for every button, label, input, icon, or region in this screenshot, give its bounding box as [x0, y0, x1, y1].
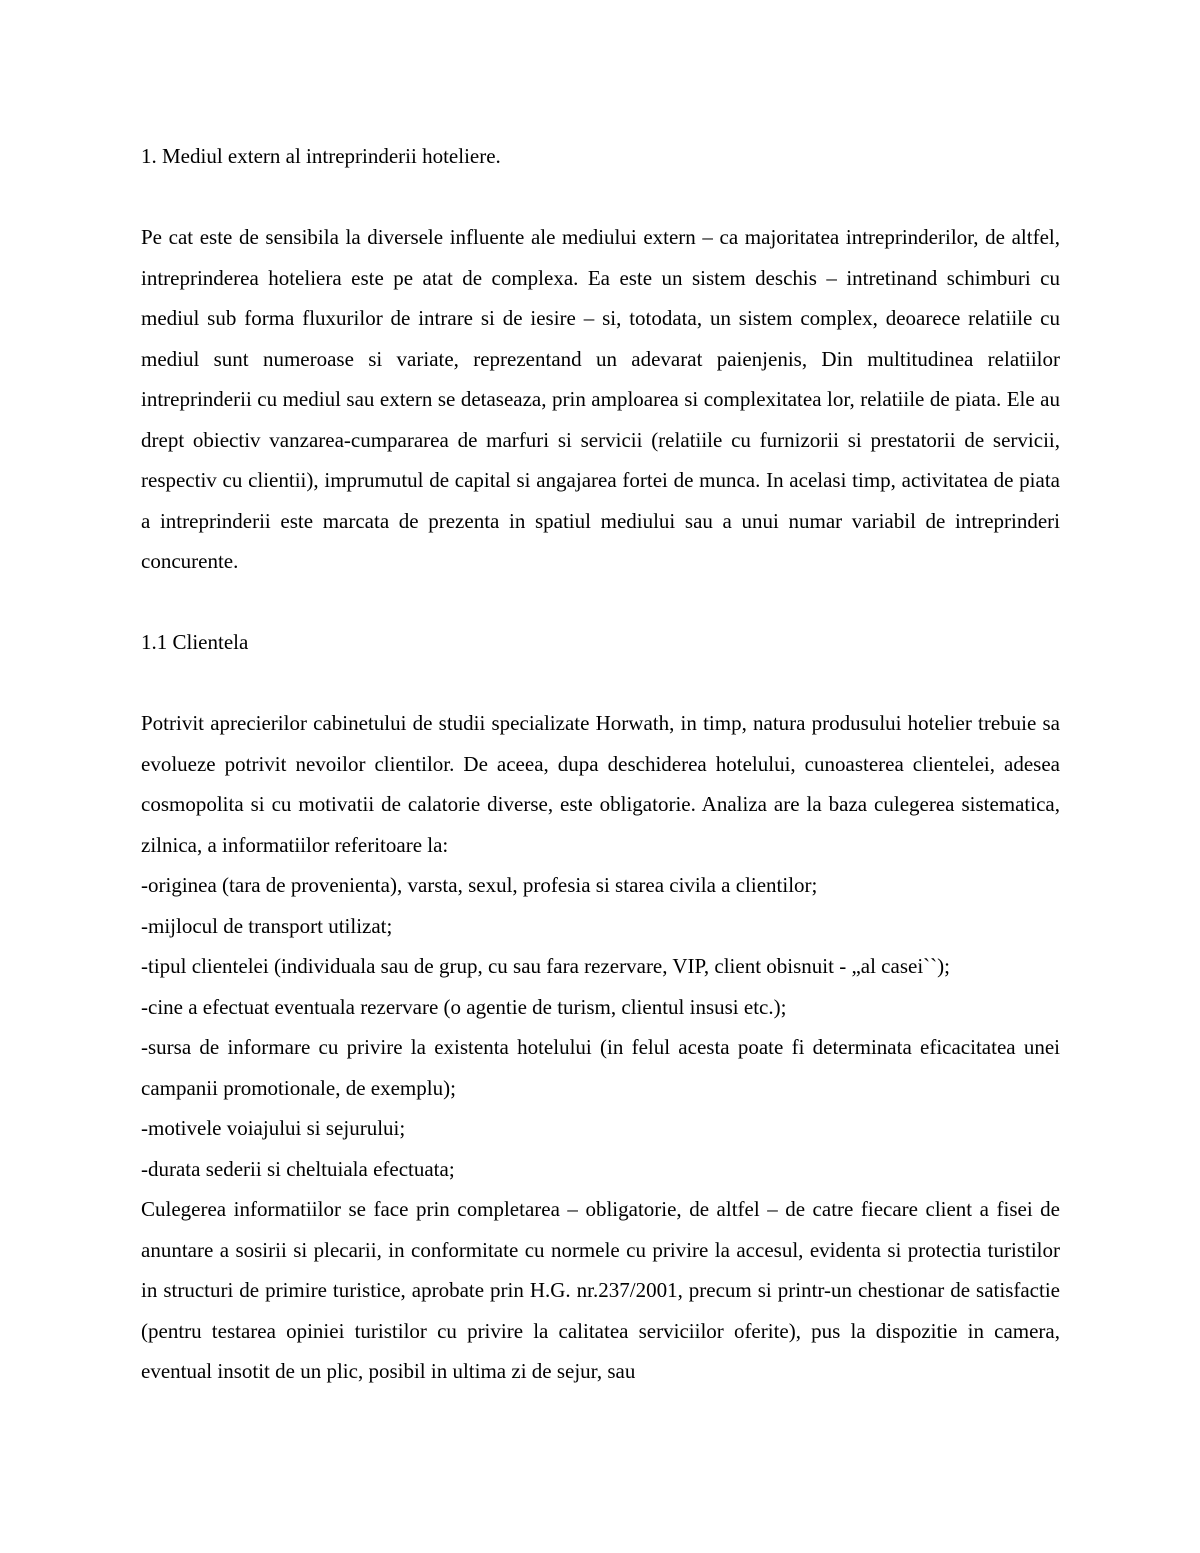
clientela-paragraph: Potrivit aprecierilor cabinetului de studii specializate Horwath, in timp, natura produsului hotelier trebuie sa evolueze potrivit nevoilor clientilor. De aceea, dupa deschiderea hotelului, cunoasterea clientelei, adesea cosmopolita si cu motivatii de calatorie diverse, este obligatorie. Analiza are la baza culegerea sistematica, zilnica, a informatiilor referitoare la:	[141, 711, 1060, 857]
document-content	[141, 136, 1060, 1392]
list-item: -sursa de informare cu privire la existenta hotelului (in felul acesta poate fi determinata eficacitatea unei campanii promotionale, de exemplu);	[141, 1035, 1060, 1100]
list-item: -mijlocul de transport utilizat;	[141, 913, 393, 938]
blank-line	[141, 663, 1060, 704]
intro-paragraph: Pe cat este de sensibila la diversele influente ale mediului extern – ca majoritatea intreprinderilor, de altfel, intreprinderea hoteliera este pe atat de complexa. Ea este un sistem deschis – intretinand schimburi cu mediul sub forma fluxurilor de intrare si de iesire – si, totodata, un sistem complex, deoarece relatiile cu mediul sunt numeroase si variate, reprezentand un adevarat paienjenis, Din multitudinea relatiilor intreprinderii cu mediul sau extern se detaseaza, prin amploarea si complexitatea lor, relatiile de piata. Ele au drept obiectiv vanzarea-cumpararea de marfuri si servicii (relatiile cu furnizorii si prestatorii de servicii, respectiv cu clientii), imprumutul de capital si angajarea fortei de munca. In acelasi timp, activitatea de piata a intreprinderii este marcata de prezenta in spatiul mediului sau a unui numar variabil de intreprinderi concurente.	[141, 225, 1060, 573]
list-item: -tipul clientelei (individuala sau de grup, cu sau fara rezervare, VIP, client obisnuit - „al casei``);	[141, 954, 950, 978]
list-item: -durata sederii si cheltuiala efectuata;	[141, 1156, 455, 1181]
list-item: -cine a efectuat eventuala rezervare (o agentie de turism, clientul insusi etc.);	[141, 994, 787, 1019]
list-item: -motivele voiajului si sejurului;	[141, 1116, 406, 1140]
closing-paragraph: Culegerea informatiilor se face prin completarea – obligatorie, de altfel – de catre fiecare client a fisei de anuntare a sosirii si plecarii, in conformitate cu normele cu privire la accesul, evidenta si protectia turistilor in structuri de primire turistice, aprobate prin H.G. nr.237/2001, precum si printr-un chestionar de satisfactie (pentru testarea opiniei turistilor cu privire la calitatea serviciilor oferite), pus la dispozitie in camera, eventual insotit de un plic, posibil in ultima zi de sejur, sau	[141, 1197, 1060, 1383]
blank-line	[141, 582, 1060, 623]
section-title: 1. Mediul extern al intreprinderii hoteliere.	[141, 144, 501, 168]
list-item: -originea (tara de provenienta), varsta, sexul, profesia si starea civila a clientilor;	[141, 873, 818, 897]
blank-line	[141, 177, 1060, 218]
subsection-title: 1.1 Clientela	[141, 630, 249, 654]
